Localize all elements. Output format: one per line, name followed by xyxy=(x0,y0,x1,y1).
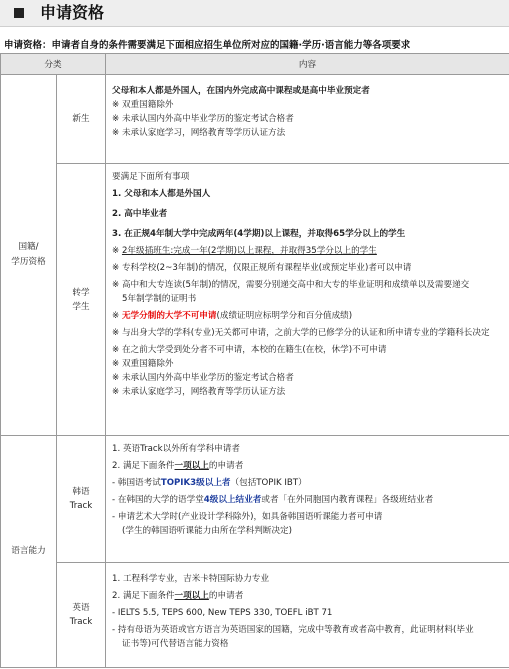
english-line4b: 证书等)可代替语言能力资格 xyxy=(122,639,229,649)
english-line2 xyxy=(112,589,503,603)
korean-line6: (学生的韩国语听课能力由所在学科判断决定) xyxy=(122,526,293,536)
requirements-table xyxy=(0,53,509,668)
subcategory-english-track xyxy=(57,563,106,668)
subcategory-korean-line2: Track xyxy=(69,501,93,511)
freshman-line4: ※ 未承认家庭学习，网络教育等学历认证方法 xyxy=(112,128,286,138)
korean-line2 xyxy=(112,459,503,473)
freshman-line1: 父母和本人都是外国人，在国内外完成高中课程或是高中毕业预定者 xyxy=(112,86,370,96)
transfer-note9: ※ 未承认家庭学习，网络教育等学历认证方法 xyxy=(112,387,286,397)
korean-line4 xyxy=(112,493,503,507)
table-row-korean-track xyxy=(1,436,509,563)
korean-line2-prefix: 2. 满足下面条件 xyxy=(112,461,175,471)
english-line4a: - 持有母语为英语或官方语言为英语国家的国籍，完成中等教育或者高中教育，此证明材料(毕业 xyxy=(112,625,474,635)
transfer-item1: 1. 父母和本人都是外国人 xyxy=(112,189,211,199)
transfer-note2: ※ 专科学校(2~3年制)的情况，仅限正规所有课程毕业(或预定毕业)者可以申请 xyxy=(112,263,412,273)
english-line1: 1. 工程科学专业，吉米卡特国际协力专业 xyxy=(112,574,270,584)
category-nationality-line2: 学历资格 xyxy=(11,257,46,267)
page-title: 申请资格 xyxy=(40,3,105,22)
header-category: 分类 xyxy=(1,54,106,75)
category-language: 语言能力 xyxy=(1,436,57,668)
content-freshman xyxy=(106,75,509,164)
content-korean-track xyxy=(106,436,509,563)
subcategory-transfer-line1: 转学 xyxy=(72,287,90,298)
subcategory-transfer xyxy=(57,164,106,436)
transfer-note6: ※ 在之前大学受到处分者不可申请，本校的在籍生(在校，休学)不可申请 xyxy=(112,345,387,355)
korean-line3 xyxy=(112,476,503,490)
category-nationality xyxy=(1,75,57,436)
content-english-track xyxy=(106,563,509,668)
note-mark: ※ xyxy=(112,311,122,321)
english-line2-suffix: 的申请者 xyxy=(208,591,244,601)
transfer-note1 xyxy=(112,244,503,258)
transfer-note4 xyxy=(112,309,503,323)
transfer-item3: 3. 在正规4年制大学中完成两年(4学期)以上课程，并取得65学分以上的学生 xyxy=(112,229,406,239)
korean-line1: 1. 英语Track以外所有学科申请者 xyxy=(112,444,240,454)
subcategory-english-line1: 英语 xyxy=(72,603,90,613)
subcategory-transfer-line2: 学生 xyxy=(72,301,90,312)
transfer-note4-warning: 无学分制的大学不可申请 xyxy=(121,311,217,321)
bullet-square-icon xyxy=(14,8,24,18)
transfer-note7: ※ 双重国籍除外 xyxy=(112,359,174,369)
korean-line3-suffix: （包括TOPIK IBT） xyxy=(230,478,307,488)
transfer-note3a: ※ 高中和大专连读(5年制)的情况，需要分别递交高中和大专的毕业证明和成绩单以及需要递交 xyxy=(112,280,470,290)
transfer-item2: 2. 高中毕业者 xyxy=(112,209,168,219)
table-header-row xyxy=(1,54,509,75)
english-line3: - IELTS 5.5, TEPS 600, New TEPS 330, TOEFL iBT 71 xyxy=(112,608,333,618)
freshman-line2: ※ 双重国籍除外 xyxy=(112,100,174,110)
subcategory-freshman: 新生 xyxy=(57,75,106,164)
content-transfer xyxy=(106,164,509,436)
korean-line3-prefix: - 韩国语考试 xyxy=(112,478,161,488)
table-row-transfer xyxy=(1,164,509,436)
table-row-english-track xyxy=(1,563,509,668)
korean-line5: - 申请艺术大学时(产业设计学科除外)，如具备韩国语听课能力者可申请 xyxy=(112,512,383,522)
freshman-line3: ※ 未承认国内外高中毕业学历的鉴定考试合格者 xyxy=(112,114,294,124)
korean-line4-suffix: 或者「在外同胞国内教育课程」各级班结业者 xyxy=(261,495,434,505)
korean-line4-highlight: 4级以上结业者 xyxy=(203,495,262,505)
transfer-note3b: 5年制学制的证明书 xyxy=(122,294,197,304)
subcategory-english-line2: Track xyxy=(69,617,93,627)
korean-line3-highlight: TOPIK3级以上者 xyxy=(160,478,231,488)
transfer-note8: ※ 未承认国内外高中毕业学历的鉴定考试合格者 xyxy=(112,373,294,383)
transfer-intro: 要满足下面所有事项 xyxy=(112,172,190,182)
table-row-freshman xyxy=(1,75,509,164)
subcategory-korean-line1: 韩语 xyxy=(72,487,90,497)
section-subtitle: 申请资格：申请者自身的条件需要满足下面相应招生单位所对应的国籍·学历·语言能力等各项要求 xyxy=(4,40,411,51)
section-header xyxy=(0,0,509,27)
category-nationality-line1: 国籍/ xyxy=(18,242,39,252)
note-mark: ※ xyxy=(112,246,122,256)
transfer-note4-rest: (成绩证明应标明学分和百分值成绩) xyxy=(216,311,353,321)
transfer-note1-text: 2年级插班生:完成一年(2学期)以上课程，并取得35学分以上的学生 xyxy=(121,246,377,256)
subcategory-korean-track xyxy=(57,436,106,563)
transfer-note5: ※ 与出身大学的学科(专业)无关都可申请，之前大学的已修学分的认证和所申请专业的学籍科长决定 xyxy=(112,328,490,338)
english-line2-prefix: 2. 满足下面条件 xyxy=(112,591,175,601)
english-line2-emphasis: 一项以上 xyxy=(174,591,209,601)
korean-line2-emphasis: 一项以上 xyxy=(174,461,209,471)
header-content: 内容 xyxy=(106,54,509,75)
korean-line2-suffix: 的申请者 xyxy=(208,461,244,471)
korean-line4-prefix: - 在韩国的大学的语学堂 xyxy=(112,495,204,505)
